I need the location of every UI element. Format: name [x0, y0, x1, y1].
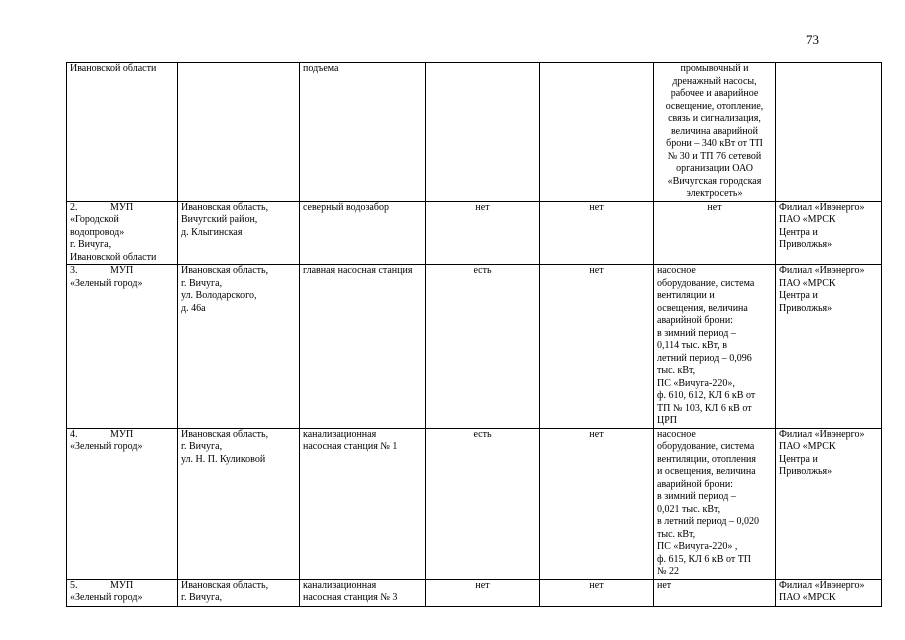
autonomous-cell: нет — [540, 201, 654, 265]
autonomous-cell — [540, 63, 654, 202]
org-name: «Городской водопровод» г. Вичуга, Ивановской области — [70, 214, 157, 263]
grid-company-cell: Филиал «Ивэнерго» ПАО «МРСК Центра и Приволжья» — [776, 428, 882, 579]
row-number: 5. — [70, 579, 78, 591]
table-row — [67, 63, 882, 202]
org-type: МУП — [110, 579, 134, 591]
reserve-cell — [426, 63, 540, 202]
table-row — [67, 201, 882, 265]
grid-company-cell — [776, 63, 882, 202]
autonomous-cell: нет — [540, 579, 654, 606]
grid-company-cell: Филиал «Ивэнерго» ПАО «МРСК Центра и Приволжья» — [776, 265, 882, 429]
org-name: «Зеленый город» — [70, 277, 143, 289]
emergency-reserve-cell: насосное оборудование, система вентиляции, отопления и освещения, величина аварийной брони: в зимний период – 0,021 тыс. кВт, в летний период – 0,020 тыс. кВт, ПС «Вичуга-220» , ф. 615, КЛ 6 кВ от ТП № 22 — [654, 428, 776, 579]
org-cell — [67, 265, 178, 429]
table-row — [67, 428, 882, 579]
page-number: 73 — [806, 32, 819, 47]
org-cell: Ивановской области — [67, 63, 178, 202]
row-number: 4. — [70, 428, 78, 440]
org-type: МУП — [110, 428, 134, 440]
org-name: «Зеленый город» — [70, 592, 143, 603]
address-cell: Ивановская область, Вичугский район, д. Клыгинская — [178, 201, 300, 265]
row-number: 3. — [70, 265, 78, 276]
emergency-reserve-cell: нет — [654, 579, 776, 606]
org-type: МУП — [110, 265, 134, 276]
table-row — [67, 265, 882, 429]
reserve-cell: нет — [426, 201, 540, 265]
facility-cell: северный водозабор — [300, 201, 426, 265]
facility-cell: канализационная насосная станция № 1 — [300, 428, 426, 579]
org-cell — [67, 201, 178, 265]
facility-cell: главная насосная станция — [300, 265, 426, 429]
power-supply-table — [66, 62, 882, 607]
facility-cell: канализационная насосная станция № 3 — [300, 579, 426, 606]
facility-cell: подъема — [300, 63, 426, 202]
org-cell — [67, 579, 178, 606]
grid-company-cell: Филиал «Ивэнерго» ПАО «МРСК Центра и Приволжья» — [776, 201, 882, 265]
reserve-cell: есть — [426, 265, 540, 429]
address-cell: Ивановская область, г. Вичуга, — [178, 579, 300, 606]
autonomous-cell: нет — [540, 428, 654, 579]
address-cell: Ивановская область, г. Вичуга, ул. Н. П. Куликовой — [178, 428, 300, 579]
emergency-reserve-cell: насосное оборудование, система вентиляции и освещения, величина аварийной брони: в зимний период – 0,114 тыс. кВт, в летний период – 0,096 тыс. кВт, ПС «Вичуга-220», ф. 610, 612, КЛ 6 кВ от ТП № 103, КЛ 6 кВ от ЦРП — [654, 265, 776, 429]
emergency-reserve-cell: промывочный и дренажный насосы, рабочее и аварийное освещение, отопление, связь и сигнализация, величина аварийной брони – 340 кВт от ТП № 30 и ТП 76 сетевой организации ОАО «Вичугская городская электросеть» — [654, 63, 776, 202]
table-row — [67, 579, 882, 606]
reserve-cell: есть — [426, 428, 540, 579]
org-cell — [67, 428, 178, 579]
grid-company-cell: Филиал «Ивэнерго» ПАО «МРСК — [776, 579, 882, 606]
reserve-cell: нет — [426, 579, 540, 606]
autonomous-cell: нет — [540, 265, 654, 429]
emergency-reserve-cell: нет — [654, 201, 776, 265]
row-number: 2. — [70, 201, 78, 213]
org-name: «Зеленый город» — [70, 441, 143, 452]
org-type: МУП — [110, 201, 134, 213]
address-cell: Ивановская область, г. Вичуга, ул. Володарского, д. 46а — [178, 265, 300, 429]
address-cell — [178, 63, 300, 202]
